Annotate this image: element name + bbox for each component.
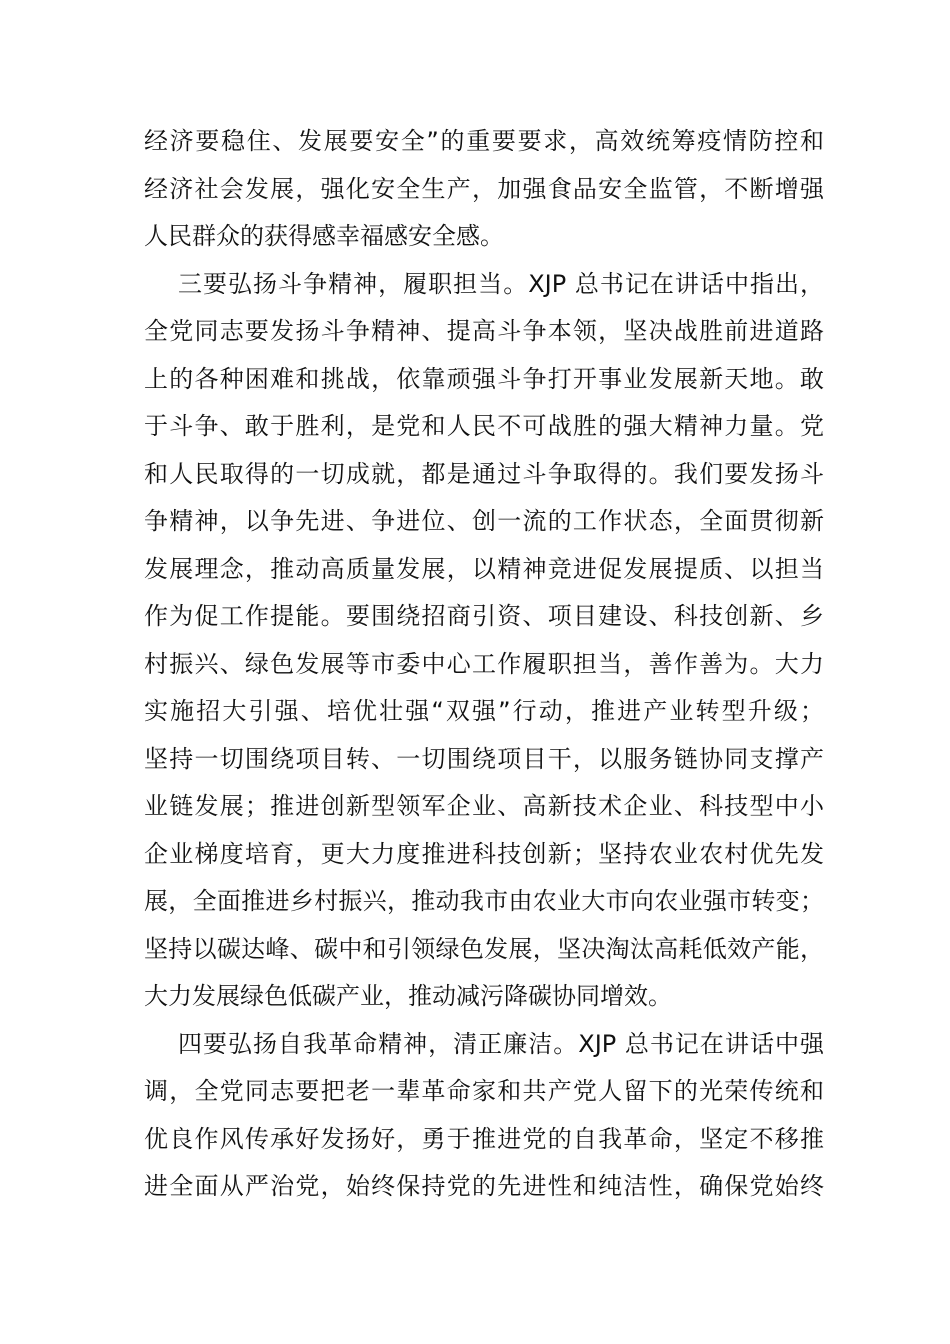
text-line: 和人民取得的一切成就，都是通过斗争取得的。我们要发扬斗 (144, 459, 824, 488)
text-line: 作为促工作提能。要围绕招商引资、项目建设、科技创新、乡 (144, 602, 824, 630)
body-text (144, 118, 824, 1211)
text-line: 实施招大引强、培优壮强“双强”行动，推进产业转型升级； (144, 697, 824, 725)
text-line: 经济要稳住、发展要安全”的重要要求，高效统筹疫情防控和 (144, 127, 824, 155)
text-line: 村振兴、绿色发展等市委中心工作履职担当，善作善为。大力 (144, 649, 824, 678)
text-line: 于斗争、敢于胜利，是党和人民不可战胜的强大精神力量。党 (144, 412, 824, 440)
text-line: 人民群众的获得感幸福感安全感。 (144, 222, 504, 250)
paragraph-start-line: 三要弘扬斗争精神，履职担当。XJP 总书记在讲话中指出， (178, 269, 824, 298)
text-line: 发展理念，推动高质量发展，以精神竞进促发展提质、以担当 (144, 554, 824, 583)
text-line: 坚持以碳达峰、碳中和引领绿色发展，坚决淘汰高耗低效产能， (144, 934, 824, 963)
text-line: 上的各种困难和挑战，依靠顽强斗争打开事业发展新天地。敢 (144, 364, 824, 393)
text-line: 展，全面推进乡村振兴，推动我市由农业大市向农业强市转变； (144, 887, 824, 915)
text-line: 业链发展；推进创新型领军企业、高新技术企业、科技型中小 (144, 792, 824, 820)
paragraph-start-line: 四要弘扬自我革命精神，清正廉洁。XJP 总书记在讲话中强 (178, 1029, 824, 1058)
text-line: 大力发展绿色低碳产业，推动减污降碳协同增效。 (144, 982, 672, 1010)
text-line: 全党同志要发扬斗争精神、提高斗争本领，坚决战胜前进道路 (144, 317, 824, 345)
text-line: 争精神，以争先进、争进位、创一流的工作状态，全面贯彻新 (144, 507, 824, 535)
text-line: 企业梯度培育，更大力度推进科技创新；坚持农业农村优先发 (144, 839, 824, 868)
text-line: 坚持一切围绕项目转、一切围绕项目干，以服务链协同支撑产 (144, 744, 824, 773)
text-line: 优良作风传承好发扬好，勇于推进党的自我革命，坚定不移推 (144, 1124, 824, 1153)
text-line: 进全面从严治党，始终保持党的先进性和纯洁性，确保党始终 (144, 1172, 824, 1200)
text-line: 经济社会发展，强化安全生产，加强食品安全监管，不断增强 (144, 174, 824, 203)
text-line: 调，全党同志要把老一辈革命家和共产党人留下的光荣传统和 (144, 1077, 824, 1105)
